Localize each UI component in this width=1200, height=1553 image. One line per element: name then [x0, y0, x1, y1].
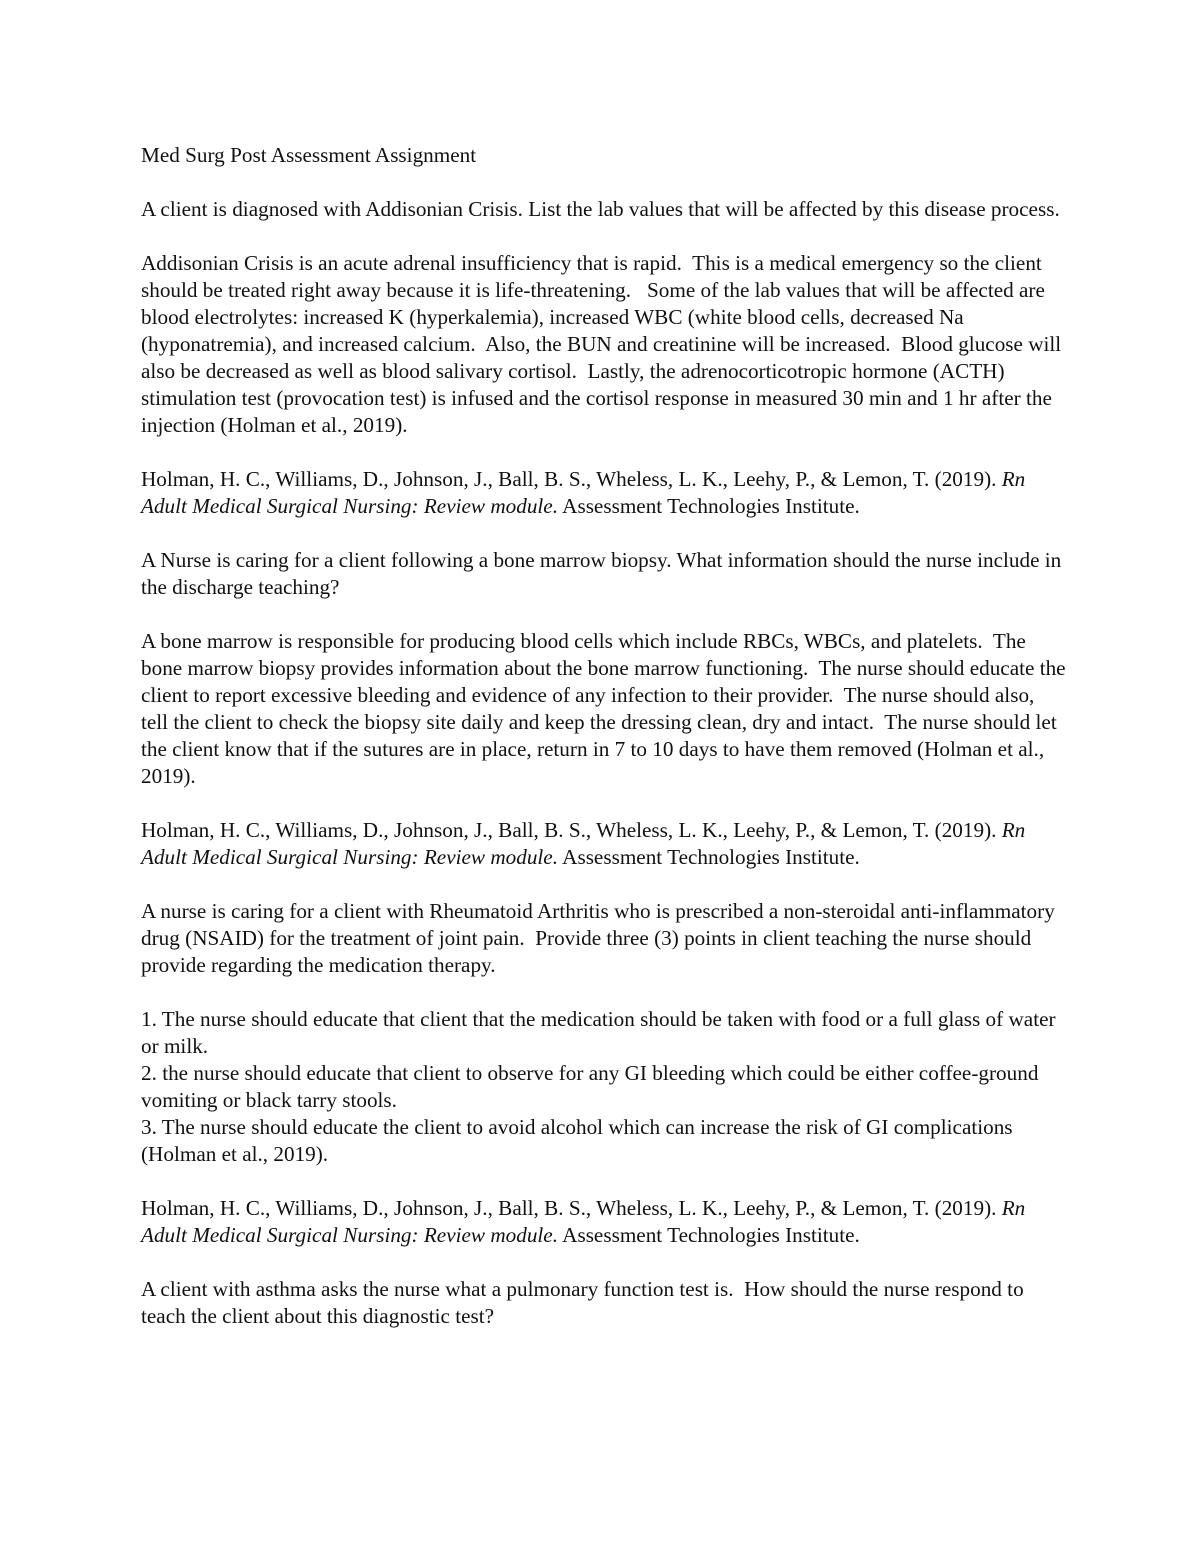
answer-1: Addisonian Crisis is an acute adrenal insufficiency that is rapid. This is a medical emergency so the client should be treated right away because it is life-threatening. Some of the lab values that will be affected are blood electrolytes: increased K (hyperkalemia), increased WBC (white blood cells, decreased Na (hyponatremia), and increased calcium. Also, the BUN and creatinine will be increased. Blood glucose will also be decreased as well as blood salivary cortisol. Lastly, the adrenocorticotropic hormone (ACTH) stimulation test (provocation test) is infused and the cortisol response in measured 30 min and 1 hr after the injection (Holman et al., 2019).	[141, 251, 1067, 437]
reference-3	[141, 1195, 1066, 1249]
reference-1	[141, 466, 1066, 520]
question-3: A nurse is caring for a client with Rheumatoid Arthritis who is prescribed a non-steroidal anti-inflammatory drug (NSAID) for the treatment of joint pain. Provide three (3) points in client teaching the nurse should provide regarding the medication therapy.	[141, 899, 1061, 977]
teaching-point-1: 1. The nurse should educate that client that the medication should be taken with food or a full glass of water or milk.	[141, 1007, 1061, 1058]
reference-authors: Holman, H. C., Williams, D., Johnson, J., Ball, B. S., Wheless, L. K., Leehy, P., & Lemon, T. (2019).	[141, 818, 1002, 842]
reference-authors: Holman, H. C., Williams, D., Johnson, J., Ball, B. S., Wheless, L. K., Leehy, P., & Lemon, T. (2019).	[141, 467, 1002, 491]
teaching-point-2: 2. the nurse should educate that client to observe for any GI bleeding which could be either coffee-ground vomiting or black tarry stools.	[141, 1061, 1044, 1112]
reference-book-title: Rn Adult Medical Surgical Nursing: Review module.	[141, 818, 1031, 869]
teaching-point-3: 3. The nurse should educate the client to avoid alcohol which can increase the risk of GI complications (Holman et al., 2019).	[141, 1115, 1018, 1166]
question-1: A client is diagnosed with Addisonian Crisis. List the lab values that will be affected by this disease process.	[141, 197, 1060, 221]
reference-book-title: Rn Adult Medical Surgical Nursing: Review module.	[141, 1196, 1031, 1247]
document-title: Med Surg Post Assessment Assignment	[141, 143, 477, 167]
question-4: A client with asthma asks the nurse what a pulmonary function test is. How should the nurse respond to teach the client about this diagnostic test?	[141, 1277, 1029, 1328]
reference-authors: Holman, H. C., Williams, D., Johnson, J., Ball, B. S., Wheless, L. K., Leehy, P., & Lemon, T. (2019).	[141, 1196, 1002, 1220]
reference-2	[141, 817, 1066, 871]
question-2: A Nurse is caring for a client following a bone marrow biopsy. What information should the nurse include in the discharge teaching?	[141, 548, 1067, 599]
reference-publisher: Assessment Technologies Institute.	[558, 494, 860, 518]
answer-2: A bone marrow is responsible for producing blood cells which include RBCs, WBCs, and platelets. The bone marrow biopsy provides information about the bone marrow functioning. The nurse should educate the client to report excessive bleeding and evidence of any infection to their provider. The nurse should also, tell the client to check the biopsy site daily and keep the dressing clean, dry and intact. The nurse should let the client know that if the sutures are in place, return in 7 to 10 days to have them removed (Holman et al., 2019).	[141, 629, 1071, 788]
reference-publisher: Assessment Technologies Institute.	[558, 845, 860, 869]
reference-book-title: Rn Adult Medical Surgical Nursing: Review module.	[141, 467, 1031, 518]
reference-publisher: Assessment Technologies Institute.	[558, 1223, 860, 1247]
document-body	[141, 142, 1071, 1357]
